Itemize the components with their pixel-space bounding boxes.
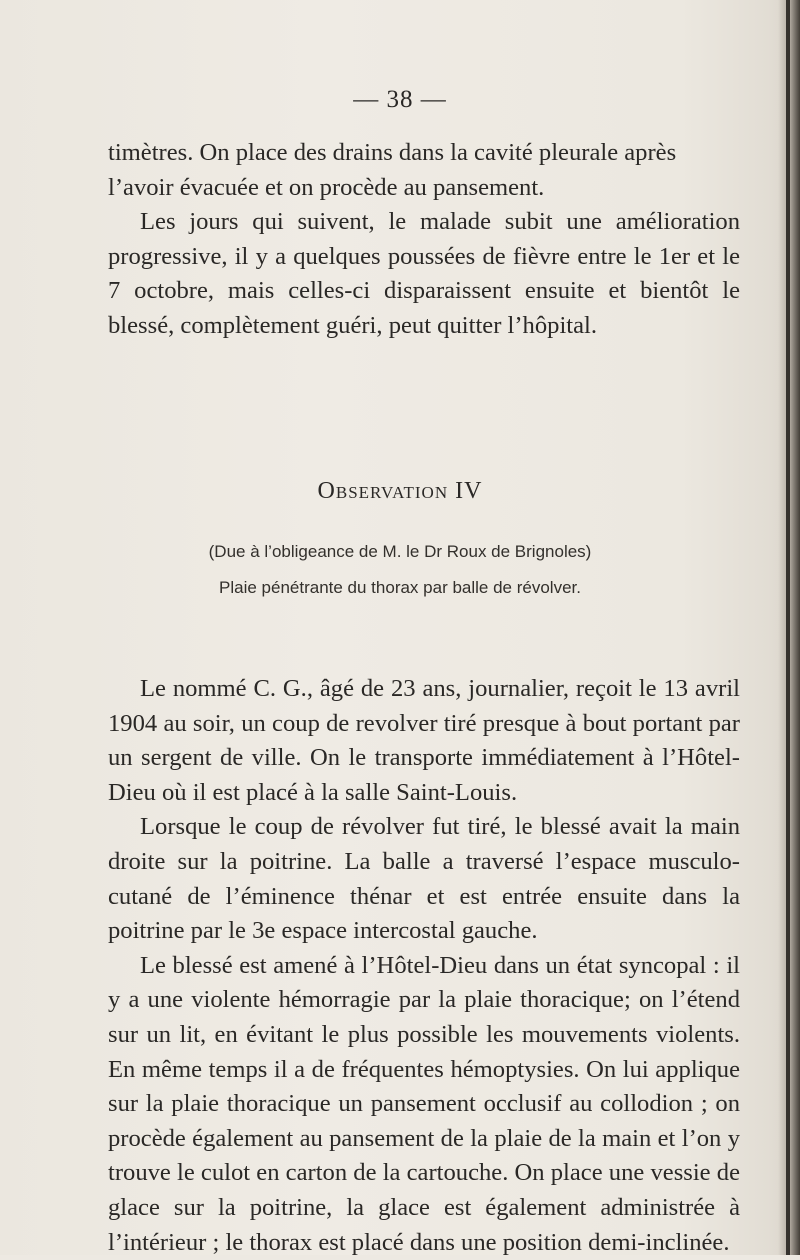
paragraph-continuation <box>108 136 740 205</box>
paragraph: Les jours qui suivent, le malade subit une amélioration progressive, il y a quelques poussées de fièvre entre le 1er et le 7 octobre, mais celles-ci disparaissent ensuite et bientôt le blessé, complètement guéri, peut quitter l’hôpital. <box>108 208 740 339</box>
text-line: timètres. On place des drains dans la cavité pleurale après <box>108 139 677 166</box>
observation-subtitle: Plaie pénétrante du thorax par balle de révolver. <box>219 578 581 597</box>
text-block-top <box>108 136 740 344</box>
observation-credit: (Due à l’obligeance de M. le Dr Roux de Brignoles) <box>208 542 592 561</box>
paragraph: Lorsque le coup de révolver fut tiré, le blessé avait la main droite sur la poitrine. La balle a traversé l’espace musculo-cutané de l’éminence thénar et est entrée ensuite dans la poitrine par le 3e espace intercostal gauche. <box>108 813 740 945</box>
page-number: — 38 — <box>353 86 447 113</box>
text-block-main <box>108 672 740 1260</box>
paragraph: Le nommé C. G., âgé de 23 ans, journalier, reçoit le 13 avril 1904 au soir, un coup de revolver tiré presque à bout portant par un sergent de ville. On le transporte immédiatement à l’Hôtel-Dieu où il est placé à la salle Saint-Louis. <box>108 675 740 806</box>
binding-edge <box>786 0 790 1255</box>
paragraph: Le blessé est amené à l’Hôtel-Dieu dans un état syncopal : il y a une violente hémorragie par la plaie thoracique; on l’étend sur un lit, en évitant le plus possible les mouvements violents. En même temps il a de fréquentes hémoptysies. On lui applique sur la plaie thoracique un pansement occlusif au collodion ; on procède également au pansement de la plaie de la main et l’on y trouve le culot en carton de la cartouche. On place une vessie de glace sur la poitrine, la glace est également administrée à l’intérieur ; le thorax est placé dans une position demi-inclinée. <box>108 951 740 1256</box>
observation-title: Observation IV <box>317 478 483 504</box>
text-line: l’avoir évacuée et on procède au pansement. <box>108 173 545 201</box>
